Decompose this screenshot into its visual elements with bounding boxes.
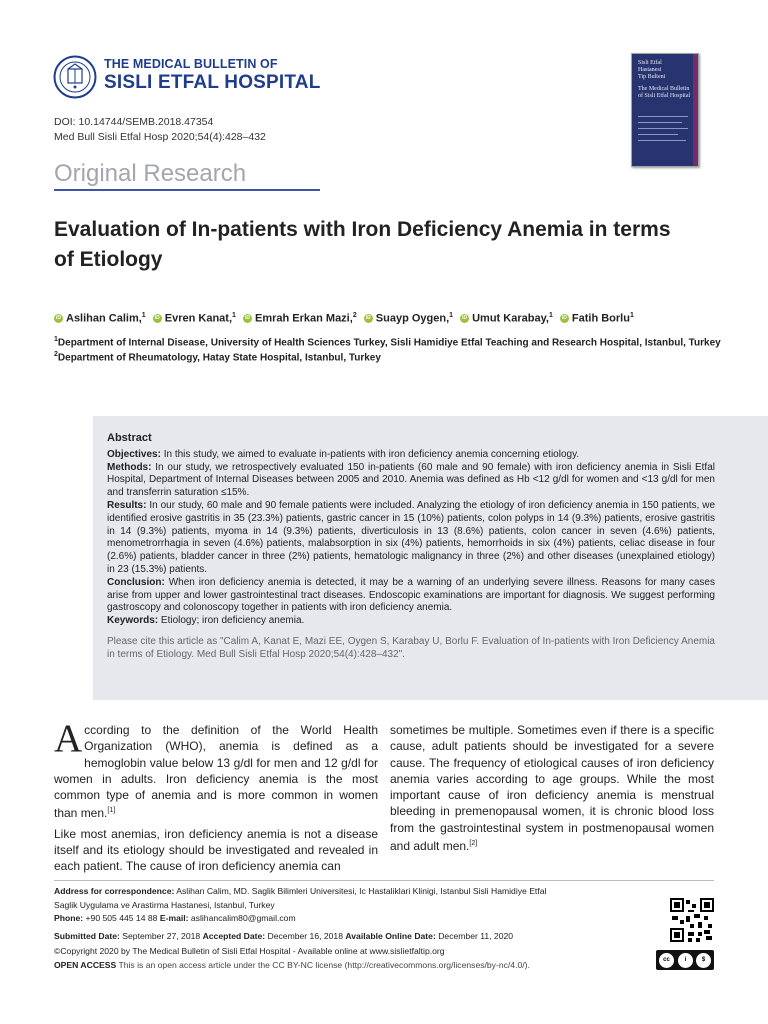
open-access-line: OPEN ACCESS This is an open access article under the CC BY-NC license (http://creativecommons.org/licenses/by-nc/4.0/). xyxy=(54,960,530,970)
journal-name-line2: SISLI ETFAL HOSPITAL xyxy=(104,72,321,93)
contact-line: Phone: +90 505 445 14 88 E-mail: aslihancalim80@gmail.com xyxy=(54,913,296,923)
abstract-objectives: Objectives: In this study, we aimed to evaluate in-patients with iron deficiency anemia concerning etiology. xyxy=(107,448,580,460)
body-paragraph: According to the definition of the World Health Organization (WHO), anemia is defined as a hemoglobin value below 13 g/dl for men and 12 g/dl for women in adults. Iron deficiency anemia is the most common type of anemia and is more common in women than men.[1] xyxy=(54,717,378,821)
cover-spine-strip xyxy=(693,54,698,166)
correspondence-address-line2: Saglik Uygulama ve Arastirma Hastanesi, Istanbul, Turkey xyxy=(54,900,275,910)
email-link[interactable]: aslihancalim80@gmail.com xyxy=(190,913,296,923)
citation-line: Med Bull Sisli Etfal Hosp 2020;54(4):428–432 xyxy=(54,131,266,143)
abstract-content xyxy=(107,432,715,662)
affiliation-1: $^1$Department of Internal Disease, University of Health Sciences Turkey, Sisli Hamidiye Etfal Teaching and Research Hospital, Istanbul, Turkey xyxy=(54,336,721,349)
author-item[interactable]: iD Suayp Oygen,$^1$ xyxy=(365,312,454,325)
correspondence-address: Address for correspondence: Aslihan Calim, MD. Saglik Bilimleri Universitesi, Ic Hastaliklari Klinigi, Istanbul Sisli Hamidiye Etfal xyxy=(54,886,547,896)
author-item[interactable]: iD Umut Karabay,$^1$ xyxy=(462,312,553,325)
orcid-icon[interactable]: iD xyxy=(244,315,250,322)
author-item[interactable]: iD Fatih Borlu$^1$ xyxy=(561,312,634,325)
abstract-heading: Abstract xyxy=(107,432,152,444)
orcid-icon[interactable]: iD xyxy=(561,315,567,322)
author-list xyxy=(54,312,638,325)
body-paragraph: Like most anemias, iron deficiency anemia is not a disease itself and its etiology should be investigated and revealed in each patient. The cause of iron deficiency anemia can xyxy=(54,826,378,874)
noncommercial-icon: $ xyxy=(696,953,711,968)
journal-name-line1: THE MEDICAL BULLETIN OF xyxy=(104,57,278,71)
abstract-methods: Methods: In our study, we retrospectively evaluated 150 in-patients (60 male and 90 female) with iron deficiency anemia in Sisli Etfal Hospital, Department of Internal Diseases between 2005 and 2010. Anemia was defined as Hb <12 g/dl for women and <13 g/dl for men and transferrin saturation ≤15%. xyxy=(107,461,715,499)
cover-title-line1: Sisli Etfal xyxy=(638,60,662,66)
author-item[interactable]: iD Evren Kanat,$^1$ xyxy=(154,312,236,325)
cite-note: Please cite this article as "Calim A, Kanat E, Mazi EE, Oygen S, Karabay U, Borlu F. Evaluation of In-patients with Iron Deficiency Anemia in terms of Etiology. Med Bull Sisli Etfal Hosp 2020;54(4):428–432". xyxy=(107,635,715,660)
journal-cover-thumbnail xyxy=(631,53,699,167)
reference-link[interactable]: [1] xyxy=(107,807,116,815)
orcid-icon[interactable]: iD xyxy=(365,315,371,322)
article-type: Original Research xyxy=(54,160,247,187)
orcid-icon[interactable]: iD xyxy=(462,315,468,322)
body-column-right xyxy=(390,722,714,858)
abstract-keywords: Keywords: Etiology; iron deficiency anemia. xyxy=(107,615,305,627)
hospital-seal-logo xyxy=(53,55,97,99)
qr-code-icon[interactable] xyxy=(670,898,714,942)
orcid-icon[interactable]: iD xyxy=(154,315,160,322)
attribution-icon: i xyxy=(678,953,693,968)
dates-line: Submitted Date: September 27, 2018 Accepted Date: December 16, 2018 Available Online Date: December 11, 2020 xyxy=(54,931,514,941)
section-divider xyxy=(54,189,320,191)
body-column-left xyxy=(54,717,378,879)
drop-cap: A xyxy=(54,717,83,760)
doi[interactable]: DOI: 10.14744/SEMB.2018.47354 xyxy=(54,116,214,128)
affiliation-2: $^2$Department of Rheumatology, Hatay State Hospital, Istanbul, Turkey xyxy=(54,351,381,364)
cc-icon: cc xyxy=(659,953,674,968)
cover-title-line4: The Medical Bulletin xyxy=(638,86,690,92)
cc-by-nc-license-badge[interactable] xyxy=(656,950,714,970)
author-item[interactable]: iD Emrah Erkan Mazi,$^2$ xyxy=(244,312,357,325)
footer-divider xyxy=(54,880,714,881)
author-item[interactable]: iD Aslihan Calim,$^1$ xyxy=(56,312,146,325)
reference-link[interactable]: [2] xyxy=(469,840,478,848)
abstract-conclusion: Conclusion: When iron deficiency anemia is detected, it may be a warning of an underlying severe illness. Reasons for many cases arise from upper and lower gastrointestinal tract diseases. Endoscopic examinations are important for diagnosis. We suggest performing gastroscopy and colonoscopy together in patients with iron deficiency anemia. xyxy=(107,576,715,614)
abstract-results: Results: In our study, 60 male and 90 female patients were included. Analyzing the etiology of iron deficiency anemia in 150 patients, we identified erosive gastritis in 35 (23.3%) patients, gastric cancer in 15 (10%) patients, colon polyps in 14 (9.3%) patients, erosive gastritis in 14 (9.3%) patients, myoma in 14 (9.3%) patients, diverticulosis in 13 (8.6%) patients, colon cancer in seven (4.6%) patients, menometrorrhagia in seven (4.6%) patients, malabsorption in six (4%) patients, hemorrhoids in six (4%) patients, celiac disease in four (2.6%) patients, bladder cancer in three (2%) patients, hematologic malignancy in three (2%) and other diseases (unexplained etiology) in 23 (15.3%) patients. xyxy=(107,499,716,575)
cover-title-line2: Hastanesi xyxy=(638,67,662,73)
copyright-line: ©Copyright 2020 by The Medical Bulletin of Sisli Etfal Hospital - Available online at www.sislietfaltip.org xyxy=(54,946,445,956)
cover-title-line3: Tip Bulteni xyxy=(638,74,666,80)
orcid-icon[interactable]: iD xyxy=(56,315,61,322)
article-title: Evaluation of In-patients with Iron Deficiency Anemia in terms of Etiology xyxy=(54,218,671,271)
body-paragraph: sometimes be multiple. Sometimes even if there is a specific cause, adult patients should be investigated for a severe cause. The frequency of etiological causes of iron deficiency anemia varies according to age groups. While the most important cause of iron deficiency anemia is menstrual bleeding in premenopausal women, it is chronic blood loss from the gastrointestinal system in postmenopausal women and adult men.[2] xyxy=(390,723,714,854)
cover-title-line5: of Sisli Etfal Hospital xyxy=(638,93,691,99)
